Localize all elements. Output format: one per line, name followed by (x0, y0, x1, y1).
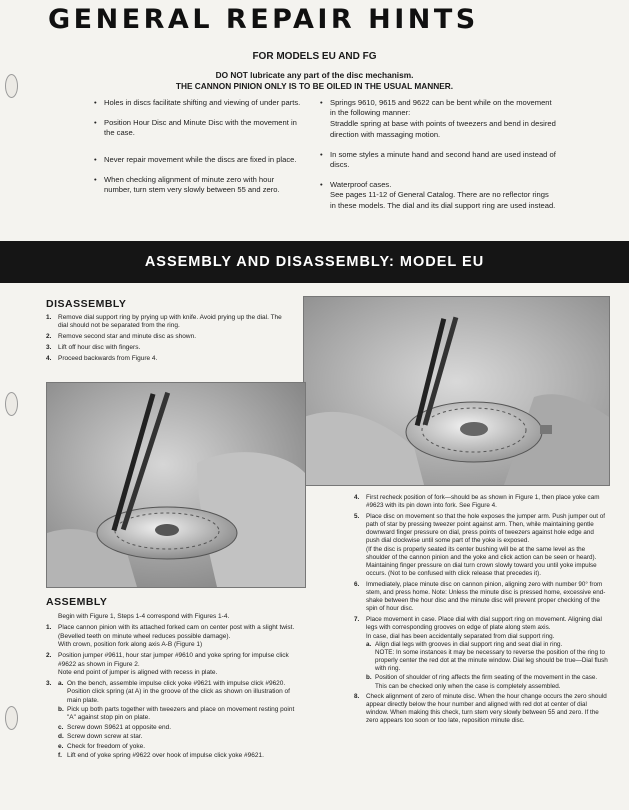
substep-item (58, 752, 304, 760)
step-item (46, 333, 286, 341)
step-number: 4. (46, 355, 52, 363)
step-item (354, 581, 608, 613)
step-number: 3. (46, 679, 52, 687)
hint-item: • When checking alignment of minute zero with hour number, turn stem very slowly between 55 and zero. (92, 175, 302, 195)
step-item (46, 344, 286, 352)
hint-item: • Never repair movement while the discs are fixed in place. (92, 155, 302, 165)
hint-text: Waterproof cases. (330, 180, 392, 190)
step-item (354, 494, 608, 510)
step-detail: Note end point of jumper is aligned with recess in plate. (58, 668, 218, 676)
hint-item (318, 98, 556, 140)
substep-letter: c. (58, 723, 64, 731)
hint-detail: See pages 11-12 of General Catalog. There are no reflector rings in these models. The dial and its dial support ring are used instead. (330, 190, 556, 210)
hint-item (318, 150, 556, 170)
assembly-heading: ASSEMBLY (46, 596, 108, 608)
substep-letter: b. (366, 674, 372, 682)
step-text: Proceed backwards from Figure 4. (58, 355, 158, 363)
hint-detail: Straddle spring at base with points of tweezers and bend in desired direction with massaging motion. (330, 119, 556, 139)
substep-text: Position of shoulder of ring affects the firm seating of the movement in the case. This can be checked only when the case is completely assembled. (375, 674, 598, 690)
substep-item (58, 743, 304, 751)
hint-item: • Holes in discs facilitate shifting and viewing of under parts. (92, 98, 302, 108)
tweezers-movement-illustration (304, 297, 609, 485)
photo-remove-minute-disc (303, 296, 610, 486)
binder-hole-bottom (5, 706, 18, 730)
step-number: 4. (354, 494, 360, 501)
substep-text: Lift end of yoke spring #9622 over hook of impulse click yoke #9621. (67, 752, 264, 760)
substep-letter: e. (58, 742, 64, 750)
substep-text: Screw down S9621 at opposite end. (67, 723, 172, 731)
substep-item (366, 674, 608, 690)
step-item (46, 652, 304, 677)
oiling-note: THE CANNON PINION ONLY IS TO BE OILED IN THE USUAL MANNER. (175, 81, 454, 91)
substep-text: Screw down screw at star. (67, 733, 143, 741)
hint-item (318, 180, 556, 211)
substep-item (58, 706, 304, 723)
step-text: Lift off hour disc with fingers. (58, 344, 141, 352)
binder-hole-middle (5, 392, 18, 416)
photo-lift-hour-disc (46, 382, 306, 588)
step-text: Place movement in case. Place dial with dial support ring on movement. Aligning dial legs with corresponding grooves on edge of plate along stem axis. (366, 615, 602, 631)
step-text: Position jumper #9611, hour star jumper #9610 and yoke spring for impulse click #9622 as shown in Figure 2. (58, 652, 289, 668)
step-text: Immediately, place minute disc on cannon pinion, aligning zero with number 90° from stem, and press home. Note: Unless the minute disc is pressed home, excessive end-shake between the hour disc and the minute disc will prevent proper checking of the spin of hour disc. (366, 580, 606, 613)
step-number: 3. (46, 344, 52, 352)
step-text: Check alignment of zero of minute disc. When the hour change occurs the zero should appear directly below the hour number and aligned with red dot at center of dial window. When making this check, turn stem very slowly between 55 and zero. If the zero appears too soon or too late, reposition minute disc. (366, 693, 607, 725)
substep-text: Pick up both parts together with tweezers and place on movement resting point "A" against stop pin on plate. (67, 706, 295, 722)
substep-letter: d. (58, 733, 64, 741)
substep-letter: b. (58, 706, 64, 714)
step-detail: In case, dial has been accidentally separated from dial support ring. (366, 633, 555, 640)
step-item (46, 355, 286, 363)
page-title: GENERAL REPAIR HINTS (48, 4, 479, 35)
assembly-steps (46, 613, 304, 763)
substep-note: NOTE: In some instances it may be necessary to reverse the position of the ring to properly center the red dot at the minute window. Dial leg should be true—Dial flush with ring. (375, 649, 608, 673)
assembly-intro: Begin with Figure 1, Steps 1-4 correspond with Figures 1-4. (58, 613, 230, 620)
substep-item (58, 724, 304, 732)
substep-text: Check for freedom of yoke. (67, 742, 146, 750)
page-subtitle: FOR MODELS EU AND FG (252, 51, 377, 62)
step-item (46, 314, 286, 331)
substep-letter: f. (58, 752, 62, 760)
hand-tweezers-illustration (47, 383, 305, 587)
step-item (46, 624, 304, 649)
hint-item: • Position Hour Disc and Minute Disc with the movement in the case. (92, 118, 302, 138)
substep-letter: a. (366, 641, 372, 649)
substep-text: Align dial legs with grooves in dial support ring and seat dial in ring. (375, 641, 563, 649)
section-banner: ASSEMBLY AND DISASSEMBLY: MODEL EU (0, 241, 629, 283)
step-number: 7. (354, 615, 360, 623)
step-item (354, 513, 608, 579)
step-number: 8. (354, 693, 360, 701)
step-text: First recheck position of fork—should be as shown in Figure 1, then place yoke cam #9623 with its pin down into fork. See Figure 4. (366, 494, 600, 510)
substep-letter: a. (58, 679, 64, 687)
hints-left-column (92, 98, 302, 205)
step-number: 2. (46, 333, 52, 341)
step-item (46, 680, 304, 761)
step-detail: (If the disc is properly seated its center bushing will be at the same level as the shoulder of the cannon pinion and the yoke and click action can be seen or heard). (366, 546, 597, 562)
hint-text: Springs 9610, 9615 and 9622 can be bent while on the movement in the following manner: (330, 98, 552, 118)
step-number: 1. (46, 314, 52, 321)
hints-right-column (318, 98, 556, 221)
lubrication-warning: DO NOT lubricate any part of the disc mechanism. (215, 70, 414, 80)
disassembly-heading: DISASSEMBLY (46, 298, 127, 310)
step-number: 6. (354, 580, 360, 588)
disassembly-steps (46, 314, 286, 366)
step-text: Remove second star and minute disc as shown. (58, 333, 197, 341)
substep-text: On the bench, assemble impulse click yoke #9621 with impulse click #9620. Position click spring (at A) in the groove of the click as shown on illustration of main plate. (67, 679, 290, 704)
step-item (354, 616, 608, 691)
step-text: Remove dial support ring by prying up with knife. Avoid prying up the dial. The dial should not be separated from the ring. (58, 314, 282, 330)
step-number: 5. (354, 512, 360, 520)
step-item (354, 693, 608, 725)
step-number: 2. (46, 652, 52, 660)
substep-item (58, 733, 304, 741)
step-text: Place cannon pinion with its attached forked cam on center post with a slight twist. (Bevelled teeth on minute wheel reduces possible damage). (58, 624, 295, 640)
step-detail: Maintaining finger pressure on dial turn crown slowly toward you until yoke impulse occurs. (Not to be confused with click release that precedes it). (366, 562, 597, 578)
substep-item (58, 680, 304, 705)
hint-text: In some styles a minute hand and second hand are used instead of discs. (330, 149, 556, 170)
assembly-steps-continued (354, 494, 608, 728)
substep-item (366, 641, 608, 673)
step-detail: With crown, position fork along axis A-B (Figure 1) (58, 641, 203, 649)
step-text: Place disc on movement so that the hole exposes the jumper arm. Push jumper out of path of star by pressing tweezer point against arm. Then, while maintaining gentle downward finger pressure on dial, press points of tweezers against hole edge and push dial clockwise until some part of the yoke is exposed. (366, 512, 606, 544)
step-number: 1. (46, 624, 52, 632)
